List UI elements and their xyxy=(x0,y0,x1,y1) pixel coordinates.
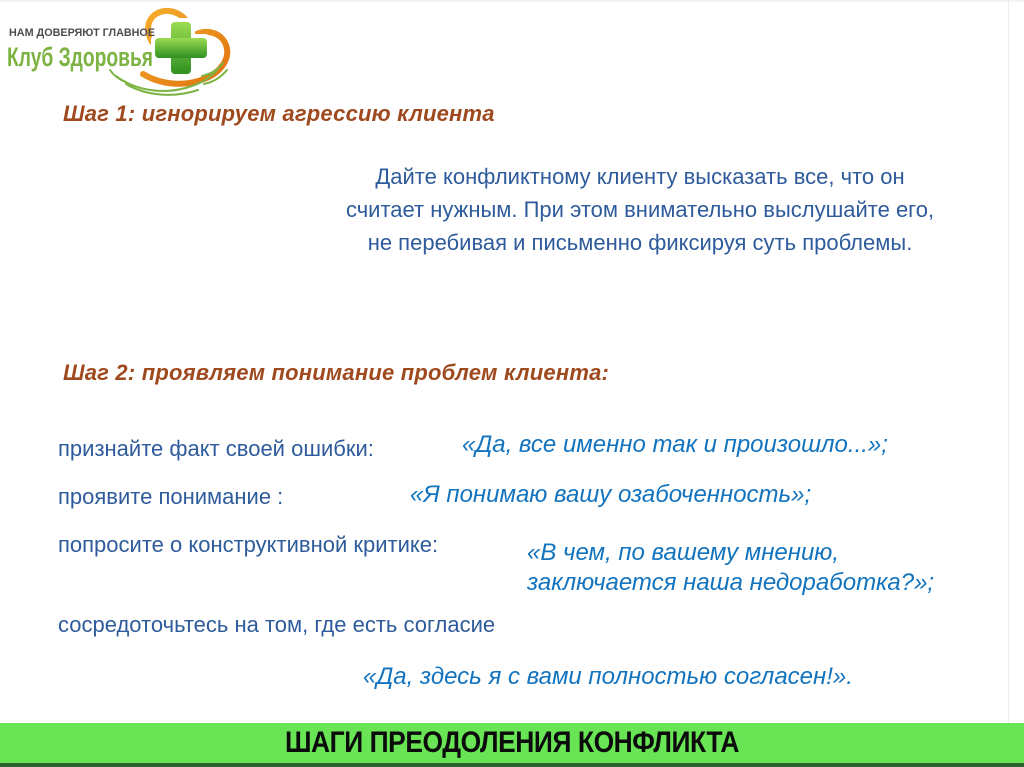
step1-paragraph xyxy=(290,160,990,259)
step1-heading: Шаг 1: игнорируем агрессию клиента xyxy=(63,101,495,126)
footer-bottom-strip xyxy=(0,763,1024,767)
step2-item-quote: «Да, все именно так и произошло...»; xyxy=(462,431,888,458)
slide-title: ШАГИ ПРЕОДОЛЕНИЯ КОНФЛИКТА xyxy=(284,726,740,759)
footer-title-bar xyxy=(0,723,1024,763)
step2-item-quote: «В чем, по вашему мнению, заключается наша недоработка?»; xyxy=(527,539,935,596)
step2-item-quote: «Да, здесь я с вами полностью согласен!». xyxy=(363,663,853,690)
step1-paragraph-line3: не перебивая и письменно фиксируя суть проблемы. xyxy=(367,230,913,255)
logo-graphic xyxy=(6,4,256,108)
health-club-logo xyxy=(6,4,256,108)
slide-right-border xyxy=(1008,0,1009,767)
logo-tagline: НАМ ДОВЕРЯЮТ ГЛАВНОЕ xyxy=(9,27,155,39)
step2-item-label: признайте факт своей ошибки: xyxy=(58,436,374,461)
step2-item-label: сосредоточьтесь на том, где есть согласие xyxy=(58,612,496,637)
slide-top-border xyxy=(0,0,1024,2)
logo-brand-name: Клуб Здоровья xyxy=(7,42,153,72)
step1-paragraph-line2: считает нужным. При этом внимательно выслушайте его, xyxy=(345,197,935,222)
step2-item-label: проявите понимание : xyxy=(58,484,284,509)
step2-heading: Шаг 2: проявляем понимание проблем клиента: xyxy=(63,360,610,385)
step2-item-quote: «Я понимаю вашу озабоченность»; xyxy=(410,481,812,508)
green-cross-icon xyxy=(151,18,211,78)
step2-item-label: попросите о конструктивной критике: xyxy=(58,532,439,557)
step1-paragraph-line1: Дайте конфликтному клиенту высказать все, что он xyxy=(375,164,905,189)
